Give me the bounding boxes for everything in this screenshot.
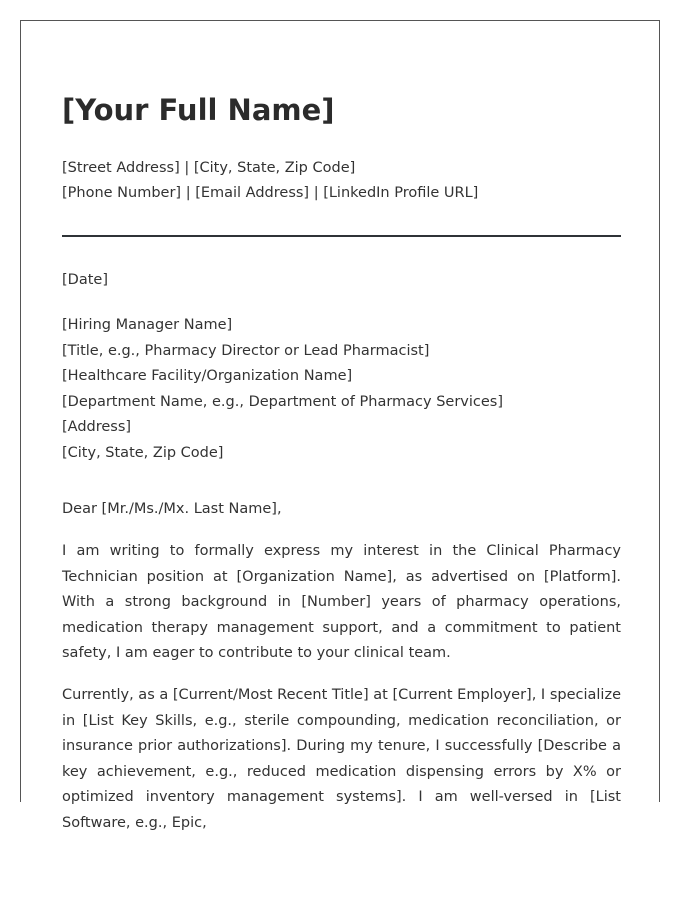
- header-divider: [62, 235, 621, 237]
- recipient-block: [62, 313, 503, 467]
- contact-phone-email-line: [Phone Number] | [Email Address] | [LinkedIn Profile URL]: [62, 185, 479, 201]
- contact-block: [62, 156, 478, 206]
- letter-date: [Date]: [62, 272, 108, 288]
- salutation: Dear [Mr./Ms./Mx. Last Name],: [62, 501, 282, 517]
- recipient-city-state-zip: [City, State, Zip Code]: [62, 444, 224, 461]
- letter-page: [20, 20, 660, 831]
- recipient-department: [Department Name, e.g., Department of Pharmacy Services]: [62, 393, 504, 410]
- contact-address-line: [Street Address] | [City, State, Zip Code]: [62, 160, 356, 176]
- recipient-name: [Hiring Manager Name]: [62, 317, 233, 333]
- letter-body: [62, 539, 621, 853]
- body-paragraph-experience: Currently, as a [Current/Most Recent Title] at [Current Employer], I specialize in [List Key Skills, e.g., sterile compounding, medication reconciliation, or insurance prior authorizations]. During my tenure, I successfully [Describe a key achievement, e.g., reduced medication dispensing errors by X% or optimized inventory management systems]. I am well-versed in [List Software, e.g., Epic,: [62, 686, 621, 831]
- recipient-title: [Title, e.g., Pharmacy Director or Lead Pharmacist]: [62, 342, 430, 359]
- recipient-organization: [Healthcare Facility/Organization Name]: [62, 368, 353, 385]
- body-paragraph-intro: I am writing to formally express my interest in the Clinical Pharmacy Technician position at [Organization Name], as advertised on [Platform]. With a strong background in [Number] years of pharmacy operations, medication therapy management support, and a commitment to patient safety, I am eager to contribute to your clinical team.: [62, 543, 621, 662]
- recipient-address: [Address]: [62, 419, 132, 436]
- applicant-name: [Your Full Name]: [62, 93, 335, 127]
